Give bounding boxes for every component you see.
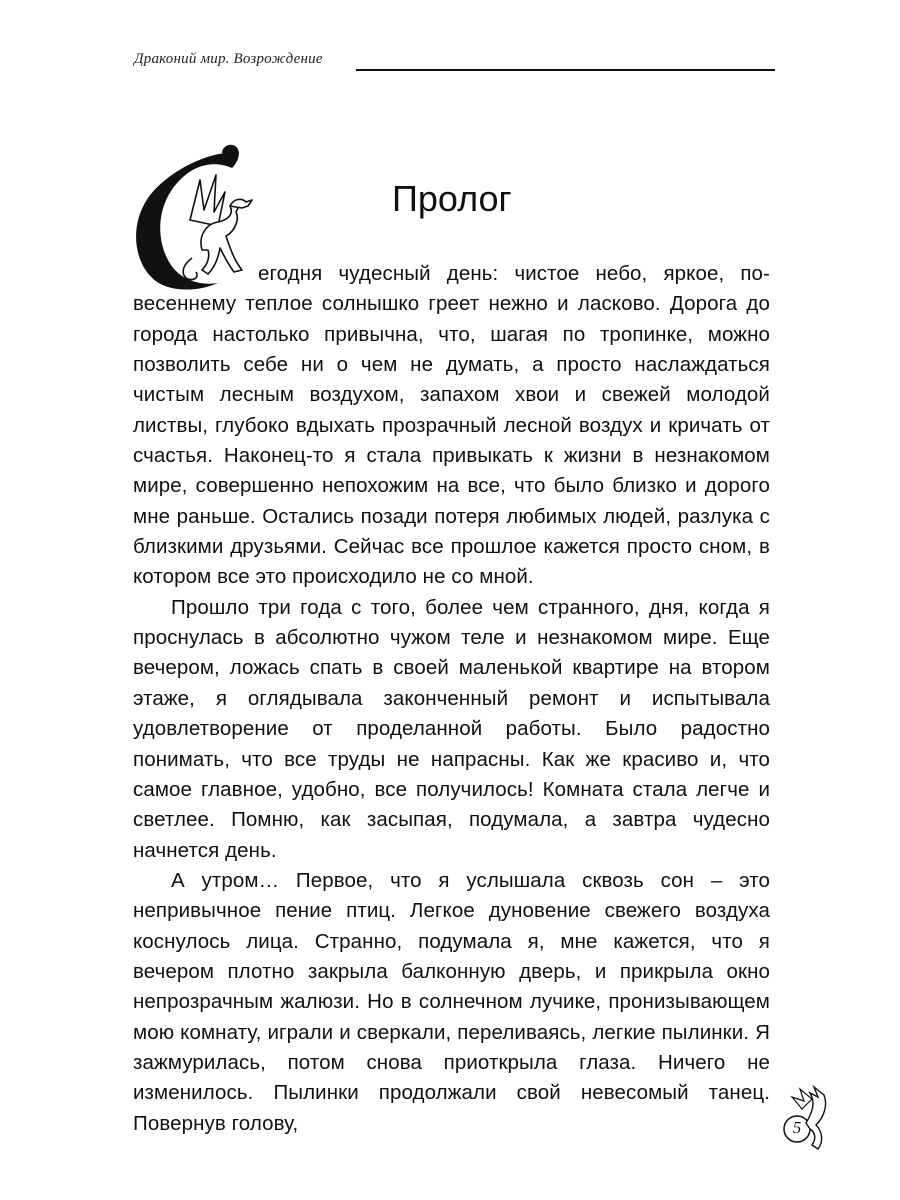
paragraph [133,259,770,593]
chapter-title: Пролог [392,178,512,219]
page-number: 5 [792,1118,802,1137]
header-rule [356,69,775,71]
paragraph: Прошло три года с того, более чем странного, дня, когда я проснулась в абсолютно чужом теле и незнакомом мире. Еще вечером, ложась спать в своей маленькой квартире на втором этаже, я оглядывала законченный ремонт и испытывала удовлетворение от проделанной работы. Было радостно понимать, что все труды не напрасны. Как же красиво и, что самое главное, удобно, все получилось! Комната стала легче и светлее. Помню, как засыпая, подумала, а завтра чудесно начнется день. [133,595,770,862]
running-header: Драконий мир. Возрождение [134,51,323,67]
body-text [133,259,770,1139]
paragraph: А утром… Первое, что я услышала сквозь сон – это непривычное пение птиц. Легкое дуновение свежего воздуха коснулось лица. Странно, подумала я, мне кажется, что я вечером плотно закрыла балконную дверь, и прикрыла окно непрозрачным жалюзи. Но в солнечном лучике, пронизывающем мою комнату, играли и сверкали, переливаясь, легкие пылинки. Я зажмурилась, потом снова приоткрыла глаза. Ничего не изменилось. Пылинки продолжали свой невесомый танец. Повернув голову, [133,868,770,1135]
paragraph-text: егодня чудесный день: чистое небо, яркое, по-весеннему теплое солнышко греет нежно и ласково. Дорога до города настолько привычна, что, шагая по тропинке, можно позволить себе ни о чем не думать, а просто наслаждаться чистым лесным воздухом, запахом хвои и свежей молодой листвы, глубоко вдыхать прозрачный лесной воздух и кричать от счастья. Наконец-то я стала привыкать к жизни в незнакомом мире, совершенно непохожим на все, что было близко и дорого мне раньше. Остались позади потеря любимых людей, разлука с близкими друзьями. Сейчас все прошлое кажется просто сном, в котором все это происходило не со мной. [133,262,770,589]
